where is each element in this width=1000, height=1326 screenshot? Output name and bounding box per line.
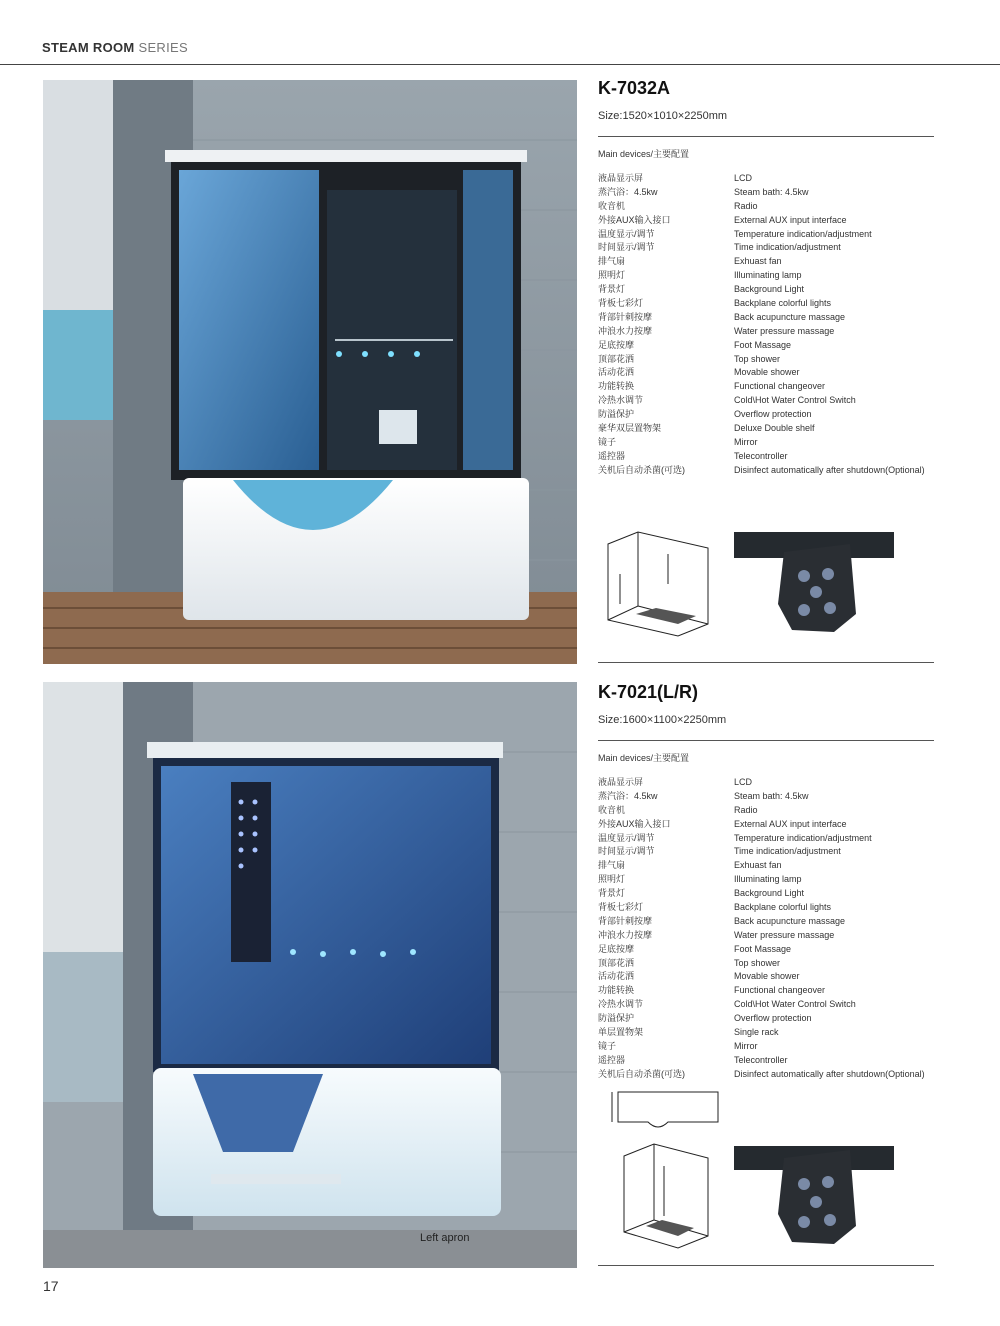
spec-cn: 单层置物架 (598, 1027, 644, 1038)
spec-cn: 功能转换 (598, 381, 635, 392)
product-divider (598, 662, 934, 663)
spec-en: Exhuast fan (734, 256, 782, 267)
spec-cn: 时间显示/调节 (598, 846, 655, 857)
spec-cn: 关机后自动杀菌(可选) (598, 464, 685, 475)
product-spec-k7021 (598, 682, 934, 1082)
page-header (42, 40, 188, 55)
spec-en: Radio (734, 200, 758, 211)
spec-cn: 收音机 (598, 200, 626, 211)
spec-cn: 背板七彩灯 (598, 902, 644, 913)
series-title: STEAM ROOM (42, 40, 135, 55)
spec-cn: 足底按摩 (598, 943, 635, 954)
spec-row (598, 845, 934, 859)
spec-en: Telecontroller (734, 450, 788, 461)
spec-divider (598, 740, 934, 741)
spec-en: Illuminating lamp (734, 874, 802, 885)
spec-row (598, 943, 934, 957)
spec-row (598, 353, 934, 367)
spec-cn: 镜子 (598, 1040, 617, 1051)
spec-row (598, 818, 934, 832)
spec-divider (598, 136, 934, 137)
spec-en: LCD (734, 777, 753, 787)
spec-row (598, 269, 934, 283)
spec-en: Overflow protection (734, 409, 812, 420)
product-spec-k7032a (598, 78, 934, 478)
spec-en: Backplane colorful lights (734, 902, 832, 913)
spec-row (598, 283, 934, 297)
spec-en: Single rack (734, 1027, 779, 1038)
spec-en: Functional changeover (734, 381, 826, 392)
spec-row (598, 228, 934, 242)
product-photo-k7032a (43, 80, 577, 664)
spec-en: Steam bath: 4.5kw (734, 790, 809, 801)
spec-row (598, 450, 934, 464)
spec-row (598, 776, 934, 790)
spec-row (598, 984, 934, 998)
spec-cn: 冷热水调节 (598, 999, 644, 1010)
spec-en: Foot Massage (734, 943, 792, 954)
spec-row (598, 859, 934, 873)
spec-row (598, 366, 934, 380)
spec-row (598, 957, 934, 971)
spec-cn: 排气扇 (598, 256, 626, 267)
spec-row (598, 255, 934, 269)
spec-en: Foot Massage (734, 339, 792, 350)
spec-row (598, 1054, 934, 1068)
spec-cn: 关机后自动杀菌(可选) (598, 1068, 685, 1079)
spec-en: Functional changeover (734, 985, 826, 996)
spec-row (598, 422, 934, 436)
spec-row (598, 1040, 934, 1054)
model-number: K-7021(L/R) (598, 682, 699, 702)
spec-row (598, 1012, 934, 1026)
spec-en: Steam bath: 4.5kw (734, 186, 809, 197)
spec-en: Radio (734, 804, 758, 815)
spec-row (598, 873, 934, 887)
model-number: K-7032A (598, 78, 671, 98)
spec-en: Water pressure massage (734, 929, 835, 940)
spec-cn: 时间显示/调节 (598, 242, 655, 253)
spec-row (598, 436, 934, 450)
spec-row (598, 186, 934, 200)
product-size: Size:1600×1100×2250mm (598, 714, 727, 726)
spec-en: Mirror (734, 1040, 758, 1051)
spec-cn: 活动花洒 (598, 367, 635, 378)
spec-cn: 冲浪水力按摩 (598, 325, 653, 336)
spec-en: Cold\Hot Water Control Switch (734, 395, 856, 406)
seat-photo (734, 1130, 894, 1260)
spec-row (598, 214, 934, 228)
spec-cn: 豪华双层置物架 (598, 423, 662, 434)
spec-en: Top shower (734, 353, 781, 364)
product-divider (598, 1265, 934, 1266)
spec-en: LCD (734, 173, 753, 183)
diagram-area-k7021 (598, 1086, 934, 1262)
spec-en: Exhuast fan (734, 860, 782, 871)
page-number: 17 (43, 1278, 59, 1294)
spec-cn: 温度显示/调节 (598, 832, 655, 843)
spec-cn: 蒸汽浴：4.5kw (598, 790, 658, 801)
spec-cn: 冲浪水力按摩 (598, 929, 653, 940)
spec-en: Telecontroller (734, 1054, 788, 1065)
spec-cn: 收音机 (598, 804, 626, 815)
spec-cn: 遥控器 (598, 450, 626, 461)
spec-en: Movable shower (734, 367, 800, 378)
spec-en: Time indication/adjustment (734, 846, 841, 857)
spec-row (598, 394, 934, 408)
spec-row (598, 408, 934, 422)
spec-cn: 背板七彩灯 (598, 298, 644, 309)
series-subtitle: SERIES (138, 40, 188, 55)
section-label: Main devices/主要配置 (598, 149, 690, 159)
seat-photo (734, 524, 894, 654)
spec-en: Deluxe Double shelf (734, 423, 815, 434)
spec-cn: 顶部花洒 (598, 353, 635, 364)
spec-cn: 液晶显示屏 (598, 777, 644, 787)
spec-cn: 背部针刺按摩 (598, 311, 653, 322)
apron-caption: Left apron (420, 1232, 470, 1244)
spec-row (598, 887, 934, 901)
installation-diagram (608, 532, 708, 636)
section-label: Main devices/主要配置 (598, 753, 690, 763)
spec-row (598, 790, 934, 804)
top-view-diagram (612, 1092, 718, 1127)
spec-cn: 外接AUX输入接口 (598, 818, 671, 829)
spec-cn: 蒸汽浴：4.5kw (598, 186, 658, 197)
spec-en: Movable shower (734, 971, 800, 982)
spec-table (598, 172, 934, 478)
spec-row (598, 929, 934, 943)
spec-cn: 液晶显示屏 (598, 173, 644, 183)
spec-cn: 背景灯 (598, 888, 626, 899)
spec-en: Background Light (734, 888, 805, 899)
spec-row (598, 311, 934, 325)
spec-en: Back acupuncture massage (734, 311, 846, 322)
spec-cn: 照明灯 (598, 270, 626, 281)
installation-diagram (624, 1144, 708, 1248)
spec-row (598, 998, 934, 1012)
spec-cn: 温度显示/调节 (598, 228, 655, 239)
spec-en: External AUX input interface (734, 818, 847, 829)
spec-cn: 照明灯 (598, 874, 626, 885)
spec-cn: 镜子 (598, 436, 617, 447)
spec-en: Temperature indication/adjustment (734, 832, 872, 843)
spec-row (598, 380, 934, 394)
spec-cn: 排气扇 (598, 860, 626, 871)
diagram-area-k7032a (598, 524, 934, 654)
spec-cn: 顶部花洒 (598, 957, 635, 968)
spec-row (598, 804, 934, 818)
spec-cn: 功能转换 (598, 985, 635, 996)
spec-cn: 外接AUX输入接口 (598, 214, 671, 225)
spec-cn: 背景灯 (598, 284, 626, 295)
spec-row (598, 172, 934, 186)
spec-row (598, 1026, 934, 1040)
spec-cn: 背部针刺按摩 (598, 915, 653, 926)
spec-row (598, 200, 934, 214)
spec-en: Mirror (734, 436, 758, 447)
spec-en: Disinfect automatically after shutdown(Optional) (734, 464, 925, 475)
product-size: Size:1520×1010×2250mm (598, 110, 728, 122)
header-divider (0, 64, 1000, 65)
spec-row (598, 915, 934, 929)
spec-en: Time indication/adjustment (734, 242, 841, 253)
spec-row (598, 464, 934, 478)
spec-cn: 活动花洒 (598, 971, 635, 982)
spec-en: Background Light (734, 284, 805, 295)
spec-en: Temperature indication/adjustment (734, 228, 872, 239)
spec-row (598, 1068, 934, 1082)
spec-cn: 足底按摩 (598, 339, 635, 350)
spec-row (598, 325, 934, 339)
spec-en: External AUX input interface (734, 214, 847, 225)
spec-cn: 防溢保护 (598, 1013, 635, 1024)
spec-row (598, 339, 934, 353)
spec-en: Disinfect automatically after shutdown(Optional) (734, 1068, 925, 1079)
spec-cn: 遥控器 (598, 1054, 626, 1065)
spec-en: Back acupuncture massage (734, 915, 846, 926)
spec-en: Water pressure massage (734, 325, 835, 336)
spec-en: Top shower (734, 957, 781, 968)
spec-row (598, 832, 934, 846)
product-photo-k7021 (43, 682, 577, 1268)
spec-row (598, 297, 934, 311)
spec-en: Overflow protection (734, 1013, 812, 1024)
spec-row (598, 970, 934, 984)
spec-row (598, 901, 934, 915)
spec-row (598, 241, 934, 255)
spec-table (598, 776, 934, 1082)
spec-cn: 冷热水调节 (598, 395, 644, 406)
spec-en: Illuminating lamp (734, 270, 802, 281)
spec-en: Cold\Hot Water Control Switch (734, 999, 856, 1010)
spec-cn: 防溢保护 (598, 409, 635, 420)
spec-en: Backplane colorful lights (734, 298, 832, 309)
